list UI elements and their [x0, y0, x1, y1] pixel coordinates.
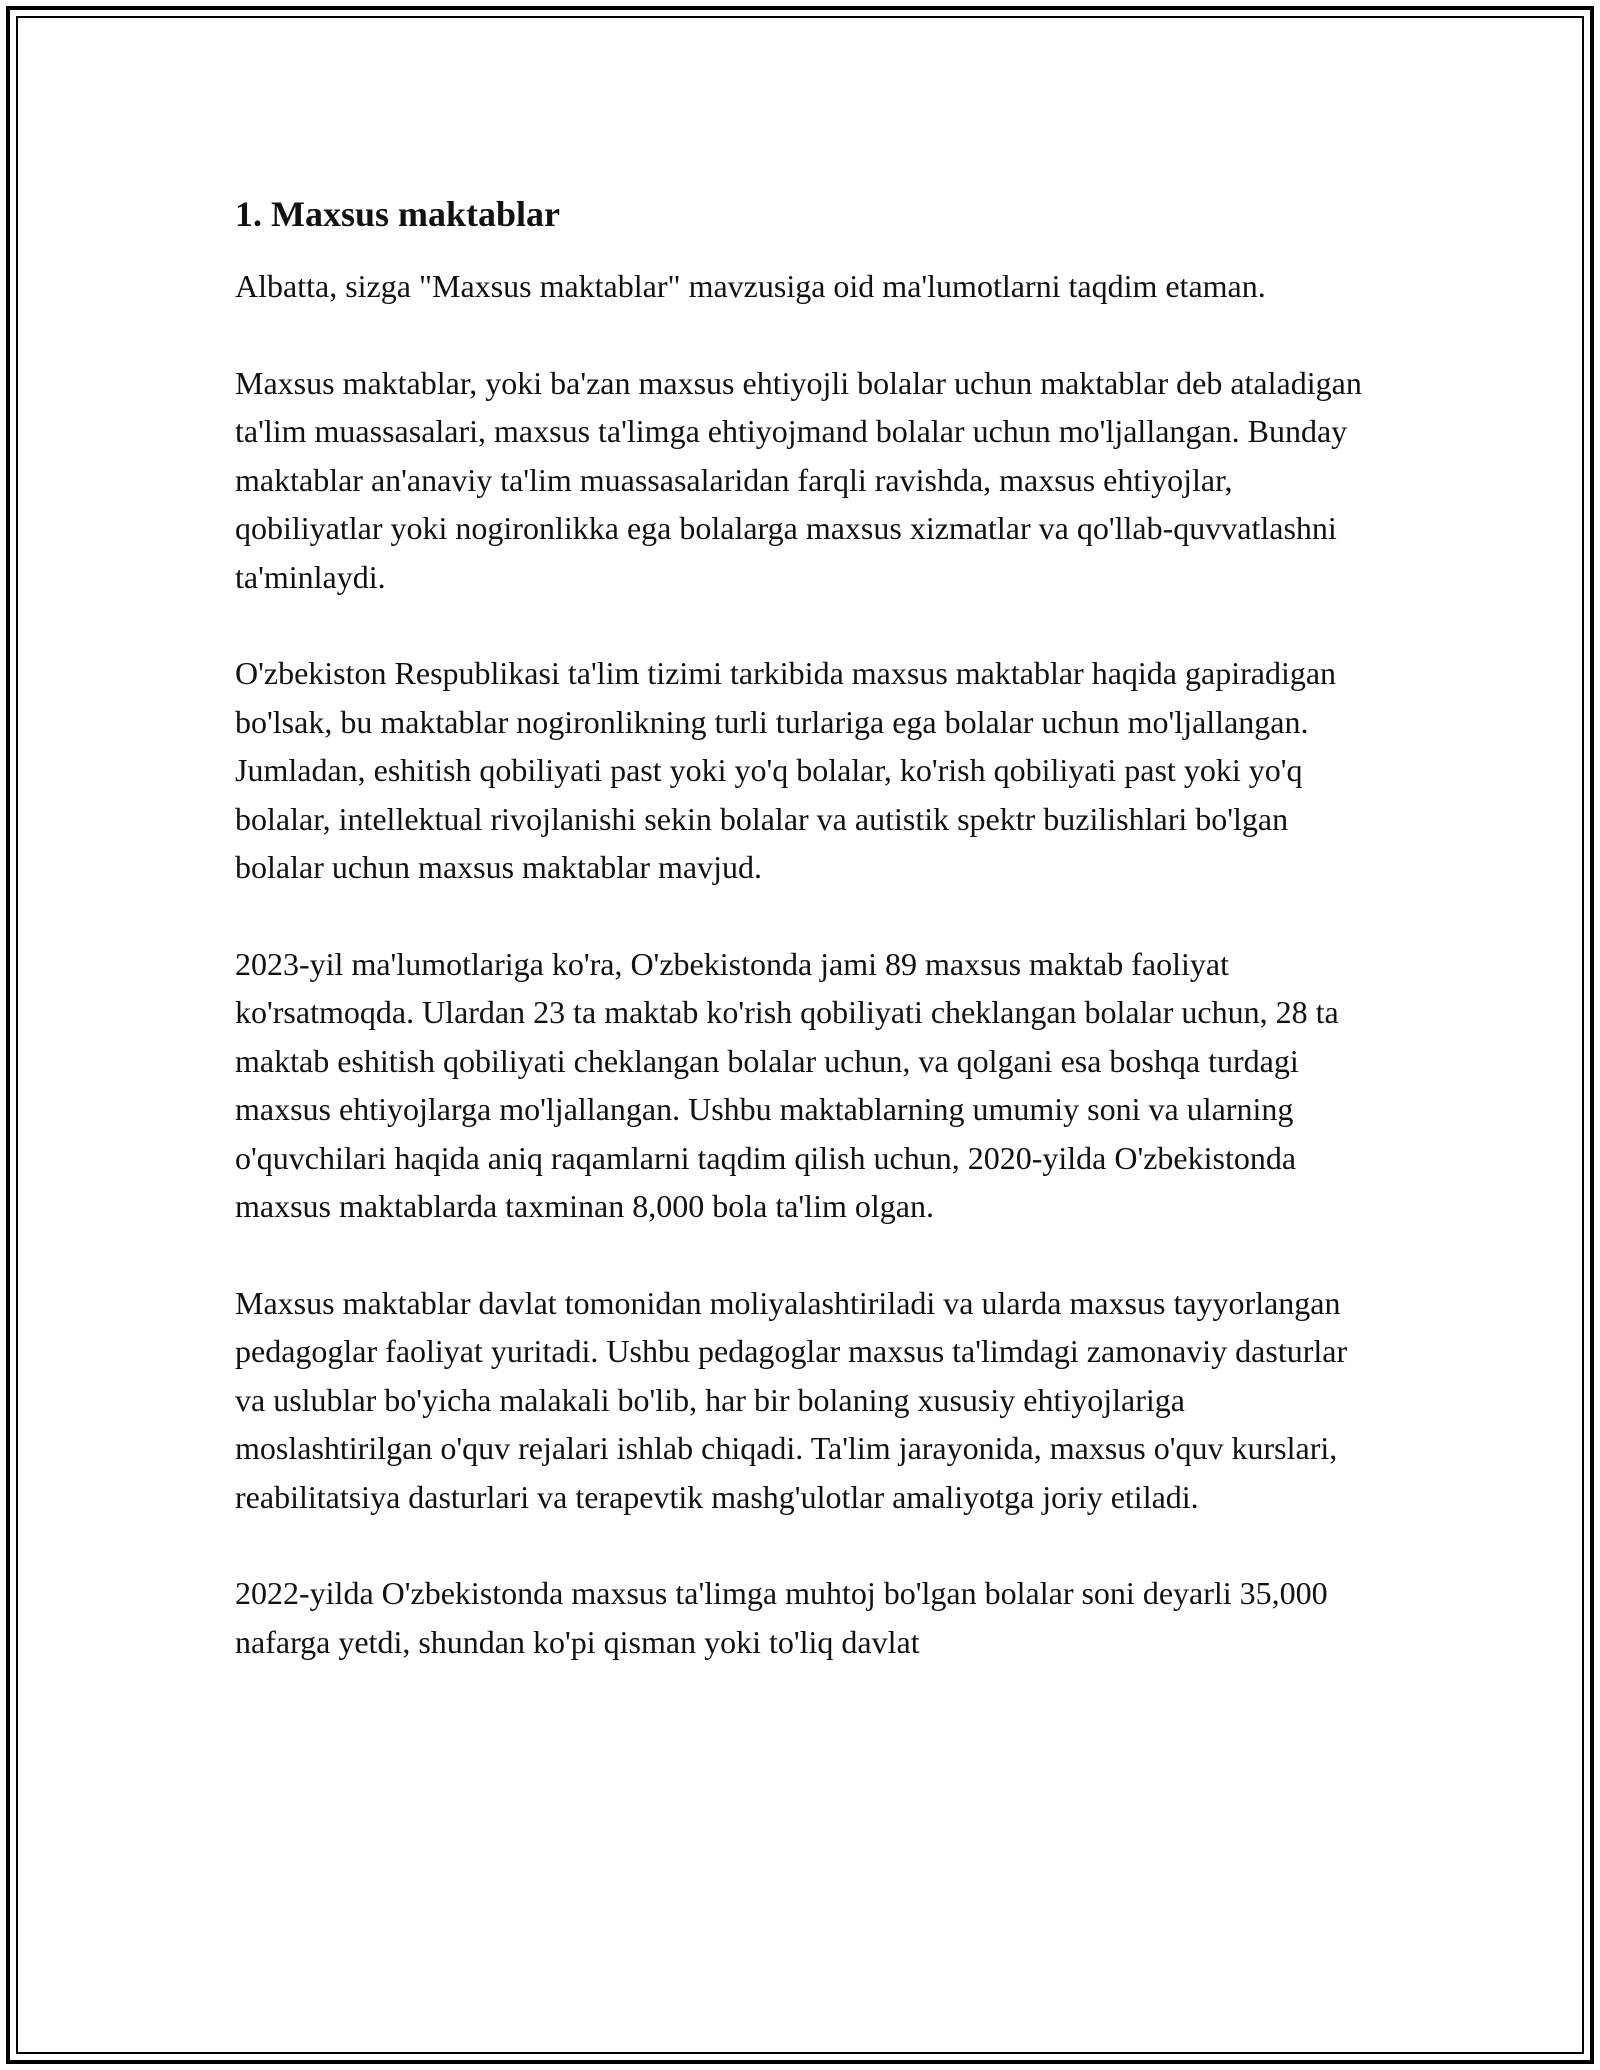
paragraph-funding: Maxsus maktablar davlat tomonidan moliyalashtiriladi va ularda maxsus tayyorlangan pedagoglar faoliyat yuritadi. Ushbu pedagoglar maxsus ta'limdagi zamonaviy dasturlar va uslublar bo'yicha malakali bo'lib, har bir bolaning xususiy ehtiyojlariga moslashtirilgan o'quv rejalari ishlab chiqadi. Ta'lim jarayonida, maxsus o'quv kurslari, reabilitatsiya dasturlari va terapevtik mashg'ulotlar amaliyotga joriy etiladi. — [235, 1284, 1348, 1515]
paragraph-uzbekistan-system: O'zbekiston Respublikasi ta'lim tizimi tarkibida maxsus maktablar haqida gapiradigan bo'lsak, bu maktablar nogironlikning turli turlariga ega bolalar uchun mo'ljallangan. Jumladan, eshitish qobiliyati past yoki yo'q bolalar, ko'rish qobiliyati past yoki yo'q bolalar, intellektual rivojlanishi sekin bolalar va autistik spektr buzilishlari bo'lgan bolalar uchun maxsus maktablar mavjud. — [235, 655, 1337, 885]
paragraph-statistics-2023: 2023-yil ma'lumotlariga ko'ra, O'zbekistonda jami 89 maxsus maktab faoliyat ko'rsatmoqda. Ulardan 23 ta maktab ko'rish qobiliyati cheklangan bolalar uchun, 28 ta maktab eshitish qobiliyati cheklangan bolalar uchun, va qolgani esa boshqa turdagi maxsus ehtiyojlarga mo'ljallangan. Ushbu maktablarning umumiy soni va ularning o'quvchilari haqida aniq raqamlarni taqdim qilish uchun, 2020-yilda O'zbekistonda maxsus maktablarda taxminan 8,000 bola ta'lim olgan. — [235, 945, 1339, 1224]
paragraph-definition: Maxsus maktablar, yoki ba'zan maxsus ehtiyojli bolalar uchun maktablar deb ataladigan ta'lim muassasalari, maxsus ta'limga ehtiyojmand bolalar uchun mo'ljallangan. Bunday maktablar an'anaviy ta'lim muassasalaridan farqli ravishda, maxsus ehtiyojlar, qobiliyatlar yoki nogironlikka ega bolalarga maxsus xizmatlar va qo'llab-quvvatlashni ta'minlaydi. — [235, 364, 1362, 595]
document-title: 1. Maxsus maktablar — [235, 194, 561, 234]
document-body — [235, 188, 1375, 1714]
paragraph-intro: Albatta, sizga "Maxsus maktablar" mavzusiga oid ma'lumotlarni taqdim etaman. — [235, 268, 1266, 304]
paragraph-statistics-2022: 2022-yilda O'zbekistonda maxsus ta'limga muhtoj bo'lgan bolalar soni deyarli 35,000 nafarga yetdi, shundan ko'pi qisman yoki to'liq davlat — [235, 1575, 1328, 1660]
